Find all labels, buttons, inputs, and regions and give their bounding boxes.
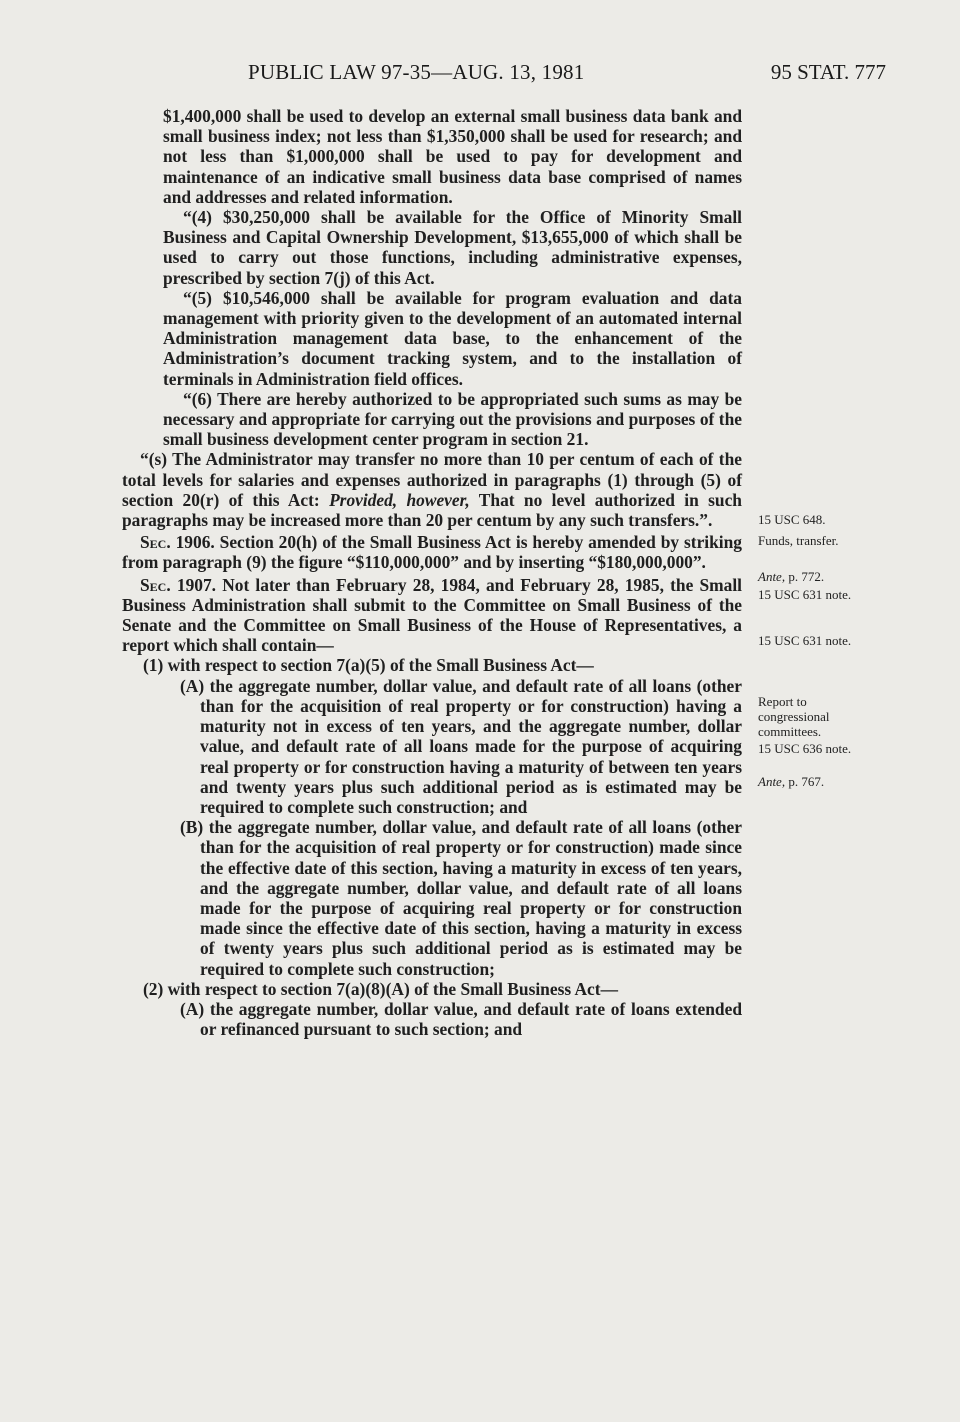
item-1: (1) with respect to section 7(a)(5) of the Small Business Act— <box>143 655 594 676</box>
subsection-s-text-a: “(s) The Administrator may transfer no more than 10 per centum of each of the total levels for salaries and expenses authorized in paragraphs (1) through (5) of section 20(r) of this Act: <box>122 449 742 510</box>
subsection-s-text-b: That no level authorized in such paragraphs may be increased more than 20 per centum by any such transfers.”. <box>122 489 742 531</box>
page-header <box>0 60 960 90</box>
margin-note-ante-772 <box>758 569 824 584</box>
ante-page: p. 772. <box>785 569 825 584</box>
item-1-B: (B) the aggregate number, dollar value, and default rate of all loans (other than for the acquisition of real property or for construction) made since the effective date of this section, having a maturity in excess of ten years, and the aggregate number, dollar value, and default rate of all loans made for the purpose of acquiring real property or for construction made since the effective date of this section, having a maturity in excess of twenty years plus such additional period as is estimated may be required to complete such construction; <box>180 817 742 979</box>
paragraph-6: “(6) There are hereby authorized to be appropriated such sums as may be necessary and appropriate for carrying out the provisions and purposes of the small business development center program in section 21. <box>163 388 742 450</box>
ante-label: Ante, <box>758 774 786 789</box>
margin-note-report-3: committees. <box>758 724 822 739</box>
section-1907 <box>122 575 742 656</box>
margin-note-usc-648: 15 USC 648. <box>758 512 826 527</box>
running-head-title: PUBLIC LAW 97-35—AUG. 13, 1981 <box>248 60 585 84</box>
section-1907-text: 1907. Not later than February 28, 1984, and February 28, 1985, the Small Business Administration shall submit to the Committee on Small Business of the Senate and the Committee on Small Business of the House of Representatives, a report which shall contain— <box>122 574 742 656</box>
margin-note-report-1: Report to <box>758 694 807 709</box>
item-2: (2) with respect to section 7(a)(8)(A) of the Small Business Act— <box>143 978 618 999</box>
ante-page: p. 767. <box>785 774 825 789</box>
margin-note-usc-631-a: 15 USC 631 note. <box>758 587 852 602</box>
margin-note-usc-631-b: 15 USC 631 note. <box>758 633 852 648</box>
body-text <box>122 106 742 1039</box>
margin-note-ante-767 <box>758 774 824 789</box>
margin-note-report-2: congressional <box>758 709 830 724</box>
item-1-A: (A) the aggregate number, dollar value, and default rate of all loans (other than for the acquisition of real property or for construction) having a maturity not in excess of ten years, and the aggregate number, dollar value, and default rate of all loans made for the purpose of acquiring real property or for construction having a maturity of between ten years and twenty years plus such additional period as is estimated may be required to complete such construction; and <box>180 675 742 817</box>
subsection-s <box>122 449 742 530</box>
paragraph-continuation: $1,400,000 shall be used to develop an external small business data bank and small business index; not less than $1,350,000 shall be used for research; and not less than $1,000,000 shall be used to pay for development and maintenance of an indicative small business data base comprised of names and addresses and related information. <box>163 106 742 207</box>
sec-label: Sec. <box>140 574 171 595</box>
ante-label: Ante, <box>758 569 786 584</box>
margin-note-usc-636: 15 USC 636 note. <box>758 741 852 756</box>
paragraph-4: “(4) $30,250,000 shall be available for the Office of Minority Small Business and Capital Ownership Development, $13,655,000 of which shall be used to carry out those functions, including administrative expenses, prescribed by section 7(j) of this Act. <box>163 207 742 288</box>
section-1906 <box>122 532 742 572</box>
margin-note-funds-transfer: Funds, transfer. <box>758 533 839 548</box>
proviso-emphasis: Provided, however, <box>329 489 470 510</box>
section-1906-text: 1906. Section 20(h) of the Small Business Act is hereby amended by striking from paragraph (9) the figure “$110,000,000” and by inserting “$180,000,000”. <box>122 532 742 573</box>
paragraph-5: “(5) $10,546,000 shall be available for program evaluation and data management with priority given to the development of an automated internal Administration management data base, to the enhancement of the Administration’s document tracking system, and to the installation of terminals in Administration field offices. <box>163 287 742 389</box>
sec-label: Sec. <box>140 532 171 553</box>
item-2-A: (A) the aggregate number, dollar value, and default rate of loans extended or refinanced pursuant to such section; and <box>180 998 742 1040</box>
statute-page-number: 95 STAT. 777 <box>770 60 886 84</box>
